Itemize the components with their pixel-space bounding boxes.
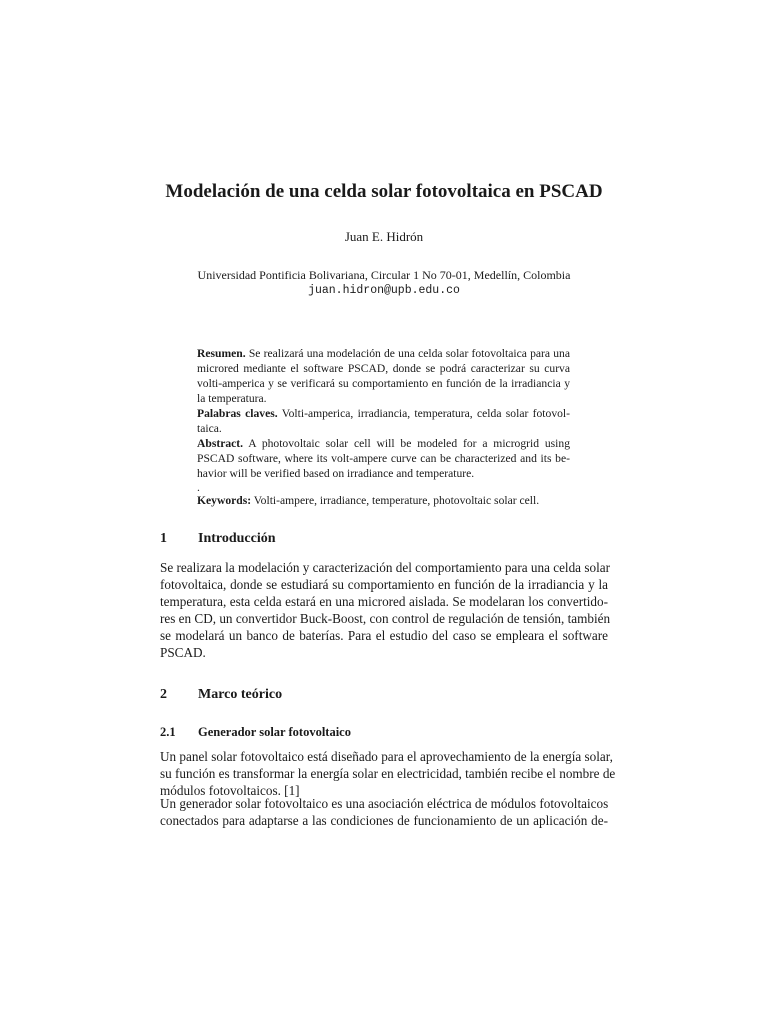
section-title: Introducción bbox=[198, 531, 276, 546]
section-number: 1 bbox=[160, 531, 167, 546]
resumen-line: volti-amperica y se verificará su comportamiento en función de la irradiancia y bbox=[197, 377, 570, 390]
author-email: juan.hidron@upb.edu.co bbox=[308, 284, 460, 297]
keywords-text: Volti-ampere, irradiance, temperature, photovoltaic solar cell. bbox=[251, 494, 540, 507]
resumen-line: microred mediante el software PSCAD, donde se podrá caracterizar su curva bbox=[197, 362, 570, 375]
paragraph-line: se modelará un banco de baterías. Para el estudio del caso se empleara el software bbox=[160, 628, 608, 643]
author-affiliation bbox=[0, 268, 768, 298]
subsection-number: 2.1 bbox=[160, 725, 176, 739]
affiliation-text: Universidad Pontificia Bolivariana, Circular 1 No 70-01, Medellín, Colombia bbox=[197, 268, 571, 282]
abstract-block bbox=[197, 436, 570, 481]
palabras-claves-line: Palabras claves. Volti-amperica, irradiancia, temperatura, celda solar fotovol- bbox=[197, 407, 570, 420]
paragraph-line: Se realizara la modelación y caracterización del comportamiento para una celda solar bbox=[160, 560, 610, 575]
palabras-claves-line: taica. bbox=[197, 422, 222, 435]
paragraph-line: fotovoltaica, donde se estudiará su comportamiento en función de la irradiancia y la bbox=[160, 577, 608, 592]
section-2-heading bbox=[160, 686, 282, 704]
paragraph-line: Un panel solar fotovoltaico está diseñado para el aprovechamiento de la energía solar, bbox=[160, 749, 613, 764]
abstract-line: PSCAD software, where its volt-ampere curve can be characterized and its be- bbox=[197, 452, 570, 465]
resumen-block bbox=[197, 346, 570, 436]
palabras-claves-label: Palabras claves. bbox=[197, 407, 278, 420]
generador-paragraph-1 bbox=[160, 748, 616, 799]
paragraph-line: módulos fotovoltaicos. [1] bbox=[160, 783, 300, 798]
stray-dot: . bbox=[197, 481, 200, 494]
resumen-label: Resumen. bbox=[197, 347, 246, 360]
section-title: Marco teórico bbox=[198, 687, 283, 702]
paper-title: Modelación de una celda solar fotovoltaica en PSCAD bbox=[165, 181, 603, 202]
author-name: Juan E. Hidrón bbox=[344, 229, 424, 244]
abstract-line: havior will be verified based on irradiance and temperature. bbox=[197, 467, 475, 480]
introduccion-paragraph bbox=[160, 559, 611, 661]
paragraph-line: su función es transformar la energía solar en electricidad, también recibe el nombre de bbox=[160, 766, 616, 781]
resumen-line: la temperatura. bbox=[197, 392, 267, 405]
resumen-line: Resumen. Se realizará una modelación de una celda solar fotovoltaica para una bbox=[197, 347, 570, 360]
paragraph-line: res en CD, un convertidor Buck-Boost, con control de regulación de tensión, también bbox=[160, 611, 611, 626]
paragraph-line: temperatura, esta celda estará en una microred aislada. Se modelaran los convertido- bbox=[160, 594, 608, 609]
subsection-2-1-heading bbox=[160, 724, 351, 740]
abstract-line: Abstract. A photovoltaic solar cell will be modeled for a microgrid using bbox=[197, 437, 570, 450]
subsection-title: Generador solar fotovoltaico bbox=[198, 725, 351, 739]
abstract-label: Abstract. bbox=[197, 437, 244, 450]
paragraph-line: Un generador solar fotovoltaico es una asociación eléctrica de módulos fotovoltaicos bbox=[160, 796, 609, 811]
generador-paragraph-2 bbox=[160, 795, 608, 829]
section-1-heading bbox=[160, 530, 276, 548]
keywords-line bbox=[197, 493, 570, 508]
paragraph-line: PSCAD. bbox=[160, 645, 206, 660]
paragraph-line: conectados para adaptarse a las condiciones de funcionamiento de un aplicación de- bbox=[160, 813, 608, 828]
keywords-label: Keywords: bbox=[197, 494, 252, 507]
section-number: 2 bbox=[160, 687, 167, 702]
